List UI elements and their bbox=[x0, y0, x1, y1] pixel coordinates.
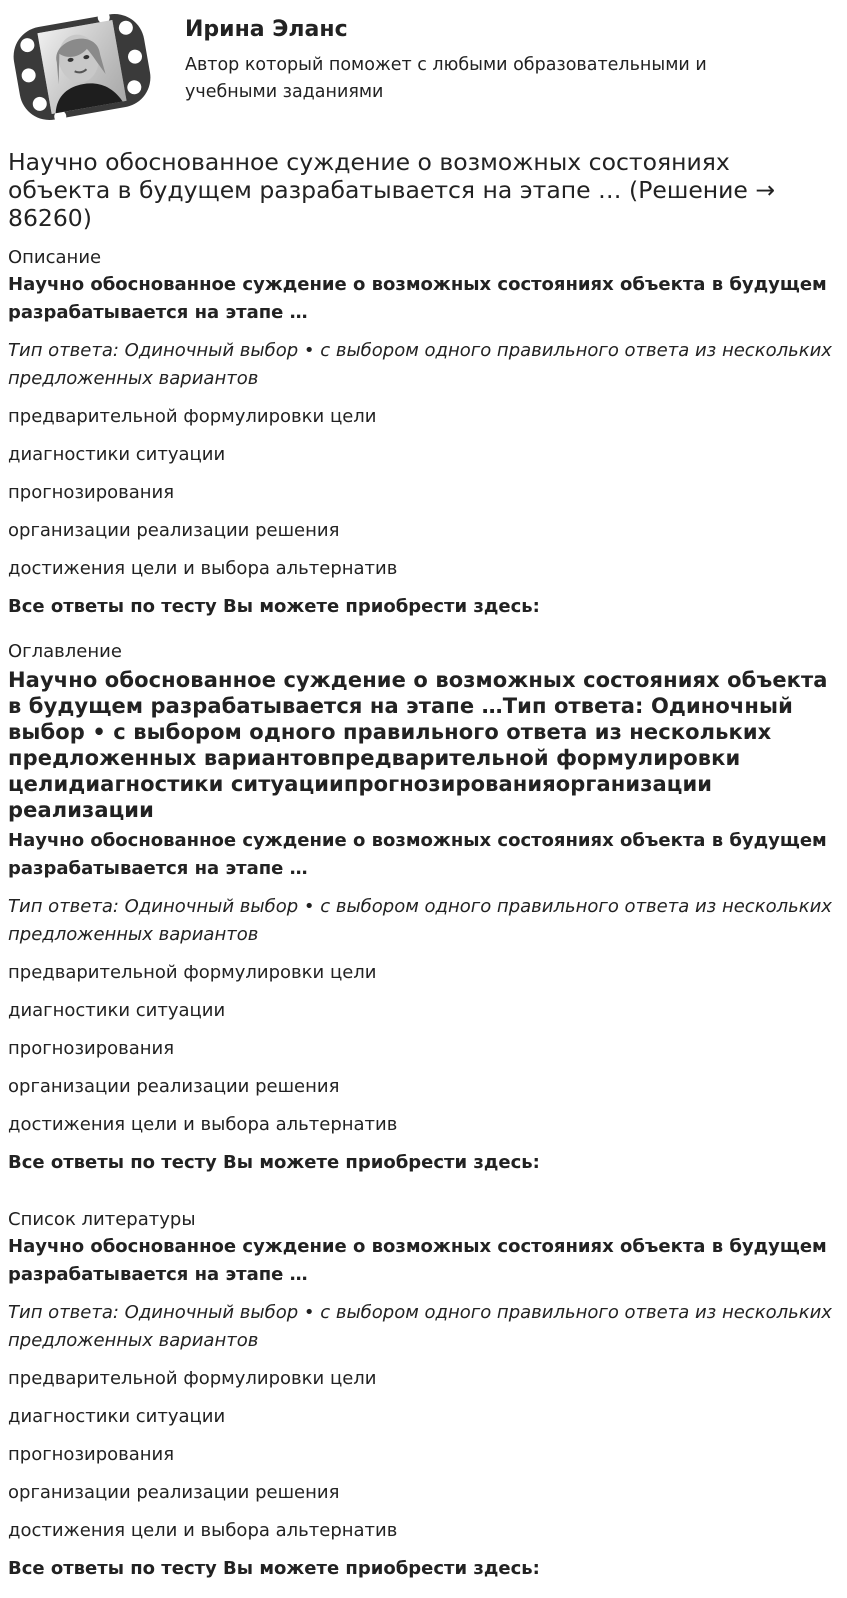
answer-option: предварительной формулировки цели bbox=[8, 406, 377, 427]
author-name[interactable]: Ирина Эланс bbox=[185, 17, 348, 42]
answer-option: организации реализации решения bbox=[8, 520, 340, 541]
question-text: Научно обоснованное суждение о возможных состояниях объекта в будущем разрабатывается на этапе … bbox=[8, 1236, 827, 1285]
answer-option: прогнозирования bbox=[8, 1038, 175, 1059]
page-title: Научно обоснованное суждение о возможных состояниях объекта в будущем разрабатывается на этапе … (Решение → 86260) bbox=[8, 148, 776, 232]
answer-option: диагностики ситуации bbox=[8, 444, 226, 465]
answer-option: диагностики ситуации bbox=[8, 1406, 226, 1427]
answer-option: организации реализации решения bbox=[8, 1482, 340, 1503]
answer-option: достижения цели и выбора альтернатив bbox=[8, 1520, 398, 1541]
toc-summary: Научно обоснованное суждение о возможных состояниях объекта в будущем разрабатывается на этапе …Тип ответа: Одиночный выбор • с выбором одного правильного ответа из нескольких предложенных вариантовпредварительной формулировки целидиагностики ситуациипрогнозированияорганизации реализации bbox=[8, 668, 828, 822]
answer-type: Тип ответа: Одиночный выбор • с выбором одного правильного ответа из нескольких предложенных вариантов bbox=[8, 1302, 832, 1351]
answer-option: достижения цели и выбора альтернатив bbox=[8, 558, 398, 579]
answer-option: диагностики ситуации bbox=[8, 1000, 226, 1021]
answer-option: организации реализации решения bbox=[8, 1076, 340, 1097]
answer-option: прогнозирования bbox=[8, 482, 175, 503]
author-card bbox=[8, 6, 838, 131]
answer-option: предварительной формулировки цели bbox=[8, 1368, 377, 1389]
section-heading: Описание bbox=[8, 247, 102, 268]
answer-option: предварительной формулировки цели bbox=[8, 962, 377, 983]
buy-answers-text: Все ответы по тесту Вы можете приобрести здесь: bbox=[8, 596, 540, 617]
section-heading: Оглавление bbox=[8, 641, 122, 662]
answer-option: достижения цели и выбора альтернатив bbox=[8, 1114, 398, 1135]
description-section bbox=[8, 245, 838, 621]
buy-answers-text: Все ответы по тесту Вы можете приобрести здесь: bbox=[8, 1152, 540, 1173]
literature-section bbox=[8, 1207, 838, 1583]
answer-option: прогнозирования bbox=[8, 1444, 175, 1465]
question-text: Научно обоснованное суждение о возможных состояниях объекта в будущем разрабатывается на этапе … bbox=[8, 274, 827, 323]
toc-section bbox=[8, 639, 838, 1177]
question-text: Научно обоснованное суждение о возможных состояниях объекта в будущем разрабатывается на этапе … bbox=[8, 830, 827, 879]
answer-type: Тип ответа: Одиночный выбор • с выбором одного правильного ответа из нескольких предложенных вариантов bbox=[8, 340, 832, 389]
author-avatar[interactable] bbox=[8, 6, 156, 128]
author-description: Автор который поможет с любыми образовательными и учебными заданиями bbox=[185, 55, 707, 102]
buy-answers-text: Все ответы по тесту Вы можете приобрести здесь: bbox=[8, 1558, 540, 1579]
section-heading: Список литературы bbox=[8, 1209, 196, 1230]
answer-type: Тип ответа: Одиночный выбор • с выбором одного правильного ответа из нескольких предложенных вариантов bbox=[8, 896, 832, 945]
